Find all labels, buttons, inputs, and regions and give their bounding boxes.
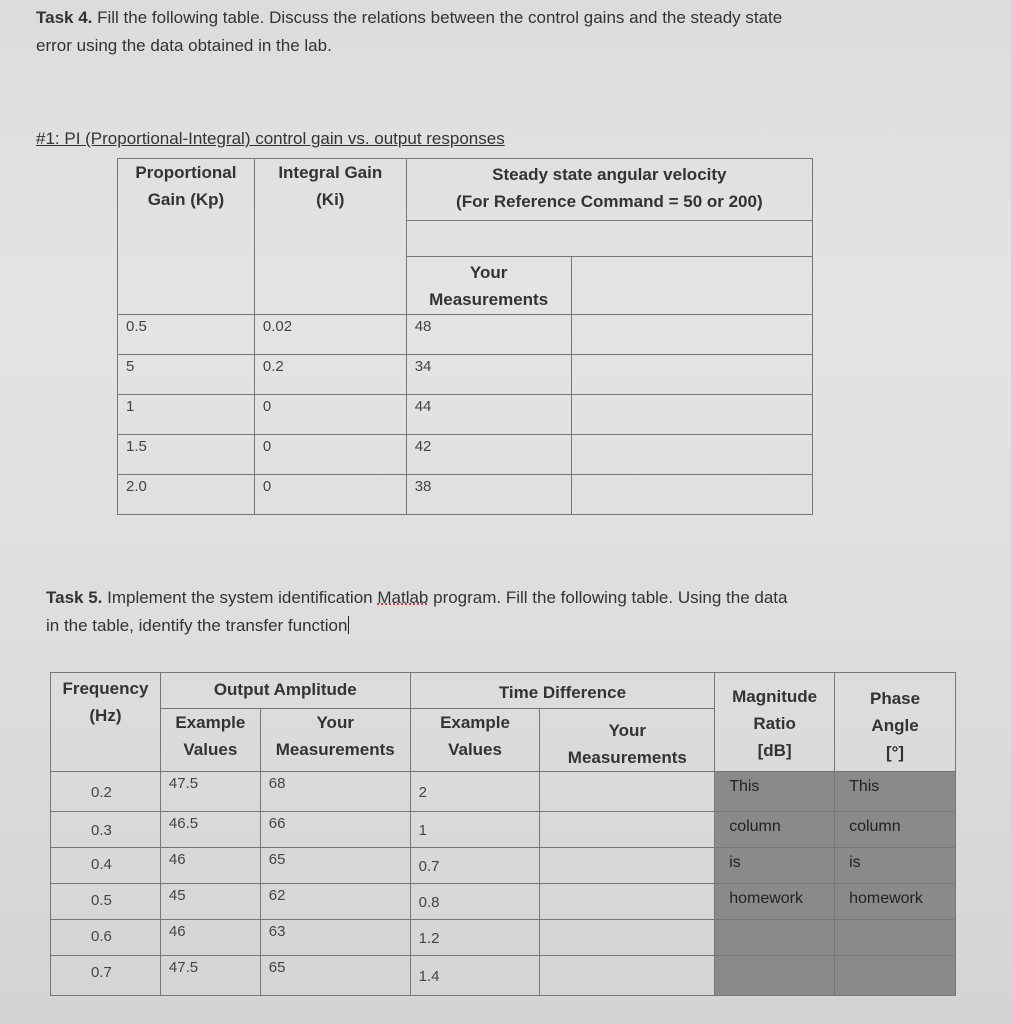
steady-state-header-line1: Steady state angular velocity (492, 165, 727, 184)
phase-cell: homework (835, 884, 956, 920)
time-your-header (540, 709, 715, 772)
measurement-cell: 34 (406, 355, 571, 395)
amp-example-line1: Example (175, 713, 246, 732)
empty-cell (571, 435, 812, 475)
empty-cell (540, 848, 715, 884)
empty-cell (540, 920, 715, 956)
phase-cell: This (835, 772, 956, 812)
task4-text-line1: Fill the following table. Discuss the relations between the control gains and the steady state (92, 8, 783, 27)
output-amplitude-header: Output Amplitude (160, 673, 410, 709)
frequency-cell: 0.2 (51, 772, 161, 812)
empty-cell (571, 355, 812, 395)
magnitude-cell (715, 956, 835, 996)
table-row (118, 315, 813, 355)
table-row (118, 475, 813, 515)
phase-cell (835, 956, 956, 996)
task4-paragraph (36, 4, 976, 60)
time-example-cell: 1.2 (410, 920, 540, 956)
task5-label: Task 5. (46, 588, 103, 607)
time-example-cell: 0.7 (410, 848, 540, 884)
time-difference-header: Time Difference (410, 673, 715, 709)
magnitude-header-line2: Ratio (753, 714, 796, 733)
amp-example-line2: Values (183, 740, 238, 759)
your-measurements-line1: Your (469, 263, 508, 282)
amp-your-line2: Measurements (275, 740, 395, 759)
ki-cell: 0 (254, 475, 406, 515)
time-example-cell: 1.4 (410, 956, 540, 996)
magnitude-cell: homework (715, 884, 835, 920)
kp-cell: 1 (118, 395, 255, 435)
task5-text-line2: in the table, identify the transfer function (46, 616, 348, 635)
frequency-cell: 0.4 (51, 848, 161, 884)
task5-text-line1-a: Implement the system identification (102, 588, 378, 607)
kp-header (118, 159, 255, 315)
frequency-cell: 0.7 (51, 956, 161, 996)
table-row (118, 435, 813, 475)
empty-cell (540, 884, 715, 920)
table-row (51, 956, 956, 996)
table-row (51, 812, 956, 848)
frequency-header (51, 673, 161, 772)
magnitude-header-line1: Magnitude (732, 687, 818, 706)
amp-example-cell: 46.5 (160, 812, 260, 848)
section1-title: #1: PI (Proportional-Integral) control gain vs. output responses (36, 129, 505, 148)
ki-cell: 0.02 (254, 315, 406, 355)
phase-angle-header (835, 673, 956, 772)
measurement-cell: 48 (406, 315, 571, 355)
task5-text-line1-c: program. Fill the following table. Using the data (428, 588, 788, 607)
time-example-cell: 2 (410, 772, 540, 812)
kp-cell: 0.5 (118, 315, 255, 355)
task4-label: Task 4. (36, 8, 93, 27)
amp-example-cell: 46 (160, 848, 260, 884)
table-row (118, 355, 813, 395)
amp-your-header (260, 709, 410, 772)
blank-header-cell (571, 257, 812, 315)
amp-example-header (160, 709, 260, 772)
empty-cell (540, 956, 715, 996)
empty-cell (540, 772, 715, 812)
table-row (51, 772, 956, 812)
empty-cell (571, 315, 812, 355)
measurement-cell: 44 (406, 395, 571, 435)
time-example-cell: 0.8 (410, 884, 540, 920)
amp-example-cell: 47.5 (160, 772, 260, 812)
table-row (118, 395, 813, 435)
amp-your-cell: 63 (260, 920, 410, 956)
your-measurements-header (406, 257, 571, 315)
ki-cell: 0 (254, 395, 406, 435)
kp-header-line1: Proportional (135, 163, 237, 182)
frequency-cell: 0.5 (51, 884, 161, 920)
task5-paragraph (46, 584, 976, 640)
measurement-cell: 38 (406, 475, 571, 515)
amp-example-cell: 46 (160, 920, 260, 956)
amp-your-cell: 65 (260, 956, 410, 996)
time-example-header (410, 709, 540, 772)
table-row (51, 920, 956, 956)
ki-header (254, 159, 406, 315)
ki-header-line2: (Ki) (316, 190, 345, 209)
steady-state-blank-row (406, 221, 812, 257)
phase-cell (835, 920, 956, 956)
phase-header-line1: Phase (869, 689, 921, 708)
table-row (51, 884, 956, 920)
amp-your-cell: 65 (260, 848, 410, 884)
task5-text-matlab: Matlab (377, 588, 429, 607)
kp-header-line2: Gain (Kp) (147, 190, 225, 209)
steady-state-header-line2: (For Reference Command = 50 or 200) (456, 192, 763, 211)
amp-your-cell: 62 (260, 884, 410, 920)
task4-text-line2: error using the data obtained in the lab. (36, 36, 332, 55)
frequency-cell: 0.3 (51, 812, 161, 848)
measurement-cell: 42 (406, 435, 571, 475)
amp-your-cell: 68 (260, 772, 410, 812)
empty-cell (540, 812, 715, 848)
text-cursor (348, 616, 349, 634)
amp-your-line1: Your (316, 713, 354, 732)
time-your-line2: Measurements (567, 748, 687, 767)
empty-cell (571, 395, 812, 435)
time-example-line2: Values (448, 740, 502, 759)
kp-cell: 5 (118, 355, 255, 395)
amp-example-cell: 47.5 (160, 956, 260, 996)
table-row (51, 848, 956, 884)
pi-gain-table (117, 158, 813, 515)
phase-cell: column (835, 812, 956, 848)
frequency-cell: 0.6 (51, 920, 161, 956)
magnitude-header-line3: [dB] (757, 741, 792, 760)
phase-header-line2: Angle (871, 716, 919, 735)
magnitude-cell: column (715, 812, 835, 848)
ki-header-line1: Integral Gain (278, 163, 383, 182)
amp-example-cell: 45 (160, 884, 260, 920)
steady-state-header (406, 159, 812, 221)
kp-cell: 1.5 (118, 435, 255, 475)
magnitude-ratio-header (715, 673, 835, 772)
kp-cell: 2.0 (118, 475, 255, 515)
system-id-table (50, 672, 956, 996)
frequency-header-line2: (Hz) (89, 706, 122, 725)
amp-your-cell: 66 (260, 812, 410, 848)
time-example-line1: Example (440, 713, 510, 732)
your-measurements-line2: Measurements (429, 290, 549, 309)
magnitude-cell: This (715, 772, 835, 812)
ki-cell: 0.2 (254, 355, 406, 395)
time-example-cell: 1 (410, 812, 540, 848)
magnitude-cell: is (715, 848, 835, 884)
phase-header-line3: [°] (885, 743, 905, 762)
ki-cell: 0 (254, 435, 406, 475)
phase-cell: is (835, 848, 956, 884)
time-your-line1: Your (608, 721, 647, 740)
frequency-header-line1: Frequency (62, 679, 149, 698)
magnitude-cell (715, 920, 835, 956)
empty-cell (571, 475, 812, 515)
